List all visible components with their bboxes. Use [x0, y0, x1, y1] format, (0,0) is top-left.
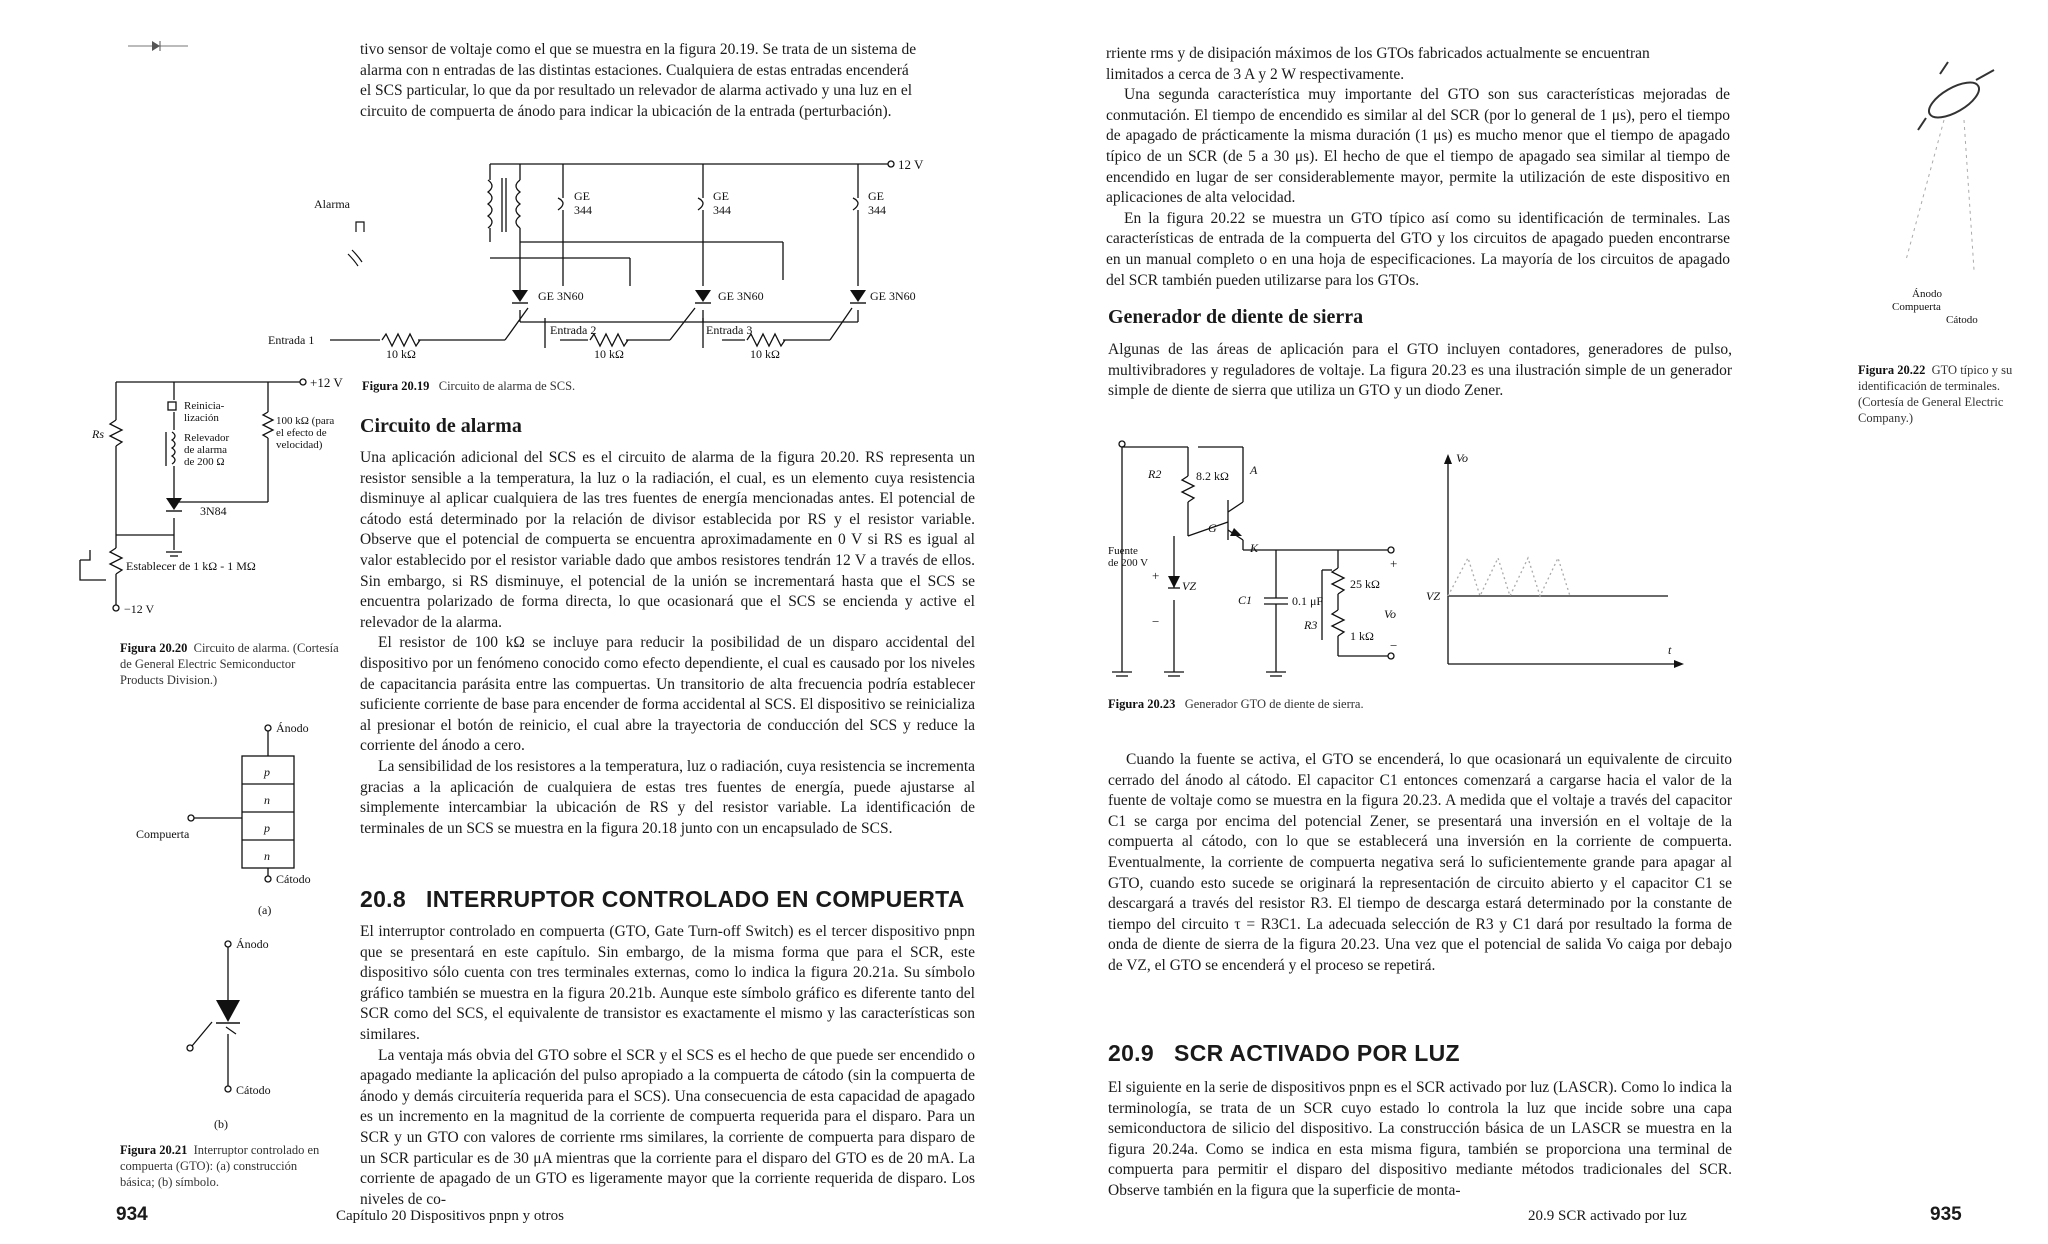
fig19-scs-label: GE 3N60 [538, 289, 584, 303]
fig20-r100-c: velocidad) [276, 439, 323, 451]
section-number: 20.9 [1108, 1040, 1154, 1066]
fig21-layer: n [264, 793, 270, 807]
figure-20-20-schematic [92, 370, 360, 630]
fig19-lamp-ge: GE [868, 189, 884, 203]
fig23-k: K [1250, 541, 1259, 555]
fig23-c1val: 0.1 μF [1292, 594, 1324, 608]
figure-20-21-diagram [136, 718, 340, 1188]
fig23-g: G [1208, 521, 1217, 535]
fig19-resistor-label: 10 kΩ [594, 347, 624, 361]
intro-line: alarma con n entradas de las distintas estaciones. Cualquiera de estas entradas encenderá [360, 61, 909, 79]
fig23-axis-vz: VZ [1426, 589, 1441, 603]
fig19-caption-text: Circuito de alarma de SCS. [438, 379, 576, 393]
right-intro-text [1106, 44, 1730, 291]
fig20-reinicia-2: lización [184, 412, 219, 424]
fig21-label-b: (b) [214, 1117, 228, 1131]
fig20-caption-num: Figura 20.20 [120, 641, 188, 655]
figure-20-20-caption [120, 640, 340, 688]
figure-20-22-caption [1858, 362, 2048, 426]
lascr-body-text [1108, 1078, 1732, 1202]
fig23-r2val: 8.2 kΩ [1196, 469, 1229, 483]
fig23-vo: Vo [1384, 607, 1396, 621]
fig21-caption-num: Figura 20.21 [120, 1143, 188, 1157]
fig23-a: A [1250, 463, 1258, 477]
fig21-layer: p [264, 765, 270, 779]
fig19-caption-num: Figura 20.19 [362, 379, 430, 393]
fig20-v-plus: +12 V [310, 375, 343, 390]
fig20-v-minus: −12 V [124, 602, 155, 616]
sawtooth-body-text [1108, 750, 1732, 977]
fig21-anodo: Ánodo [276, 721, 309, 735]
fig20-r100-b: el efecto de [276, 427, 327, 439]
intro-line: tivo sensor de voltaje como el que se muestra en la figura 20.19. Se trata de un sistema de [360, 41, 917, 58]
section-heading-20-9 [1108, 1040, 1460, 1067]
section-title: SCR ACTIVADO POR LUZ [1174, 1040, 1460, 1066]
fig19-resistor-label: 10 kΩ [386, 347, 416, 361]
figure-20-19-caption [362, 378, 762, 394]
fig21-compuerta: Compuerta [136, 827, 190, 841]
gto-paragraph: La ventaja más obvia del GTO sobre el SCR y el SCS es el hecho de que puede ser encendido o apagado mediante la aplicación del pulso apropiado a la compuerta de cátodo (sin la compuerta de ánodo y demás circuitería requerida para el SCS). Una consecuencia de esta capacidad de apagado es un incremento en la magnitud de la corriente de compuerta requerida para el disparo. Para un SCR y un GTO con valores de corriente rms similares, la corriente de compuerta para disparo de un SCR particular es de 30 μA mientras que la corriente para el disparo del GTO es de 20 mA. La corriente de apagado de un GTO es ligeramente mayor que la corriente requerida de disparo. Los niveles de co- [360, 1046, 975, 1208]
fig23-r3val: 1 kΩ [1350, 629, 1374, 643]
fig23-plus: + [1152, 568, 1160, 583]
fig23-rpot: 25 kΩ [1350, 577, 1380, 591]
fig22-catodo: Cátodo [1946, 314, 1978, 326]
gto-paragraph: El interruptor controlado en compuerta (GTO, Gate Turn-off Switch) es el tercer dispositivo pnpn que se presentará en este capítulo. Sin embargo, de la misma forma que para el SCR, este dispositivo sólo cuenta con tres terminales externas, como lo indica la figura 20.21a. Su símbolo gráfico también se muestra en la figura 20.21b. Aunque este símbolo gráfico es diferente tanto del SCR como del SCS, el equivalente de transistor es exactamente el mismo y las características son similares. [360, 923, 975, 1043]
page-number: 934 [116, 1204, 148, 1225]
sub-heading-diente-sierra: Generador de diente de sierra [1108, 306, 1364, 328]
fig22-caption-text: GTO típico y su identificación de terminales. (Cortesía de General Electric Company.) [1858, 363, 2013, 425]
intro-line: el SCS particular, lo que da por resultado un relevador de alarma activado y una luz en el [360, 82, 913, 100]
fig20-relevador: Relevador [184, 432, 230, 444]
fig19-v12-label: 12 V [898, 157, 924, 172]
fig19-lamp-num: 344 [868, 203, 886, 217]
section-number: 20.8 [360, 886, 406, 912]
alarm-paragraph: El resistor de 100 kΩ se incluye para reducir la posibilidad de un disparo accidental del dispositivo por un fenómeno conocido como efecto dependiente, el cual es causado por los niveles de capacitancia parásita entre las compuertas. Un transitorio de alta frecuencia podría establecer suficiente corriente de base para encender de forma accidental al SCS. El dispositivo se reinicializa al presionar el botón de reinicio, el cual abre la trayectoria de conducción del SCS y reduce la corriente del ánodo a cero. [360, 634, 976, 755]
fig21-layer: n [264, 849, 270, 863]
gto-device-photo [1892, 60, 2014, 330]
fig23-fuente-v: de 200 V [1108, 557, 1149, 569]
running-footer: Capítulo 20 Dispositivos pnpn y otros [336, 1208, 564, 1224]
section-heading-circuito-alarma: Circuito de alarma [360, 415, 522, 437]
fig22-anodo: Ánodo [1912, 288, 1942, 300]
body-paragraph: Algunas de las áreas de aplicación para el GTO incluyen contadores, generadores de pulso, multivibradores y reguladores de voltaje. La figura 20.23 es una ilustración simple de un generador simple de diente de sierra que utiliza un GTO y un diodo Zener. [1108, 341, 1732, 400]
body-paragraph: En la figura 20.22 se muestra un GTO típico así como su identificación de terminales. Las características de entrada de la compuerta del GTO y los circuitos de apagado pueden encontrarse en un manual completo o en una hoja de especificaciones. La mayoría de los circuitos de apagado del SCR también pueden utilizarse para los GTOs. [1106, 209, 1730, 289]
fig21-catodo-b: Cátodo [236, 1083, 271, 1097]
fig20-relevador-3: de 200 Ω [184, 456, 225, 468]
fig19-lamp-num: 344 [713, 203, 731, 217]
alarm-paragraph: Una aplicación adicional del SCS es el circuito de alarma de la figura 20.20. RS representa un resistor sensible a la temperatura, la luz o la radiación, el cual, es un elemento cuya resistencia disminuye al aplicar cualquiera de las tres fuentes de energía mencionadas antes. El potencial de cátodo está determinado por la relación de divisor establecida por RS y el resistor variable. Observe que el potencial de compuerta se encuentra aproximadamente en 0 V si RS es igual al valor establecido por el resistor variable dado que ambos resistores tendrán 12 V a través de ellos. Sin embargo, si RS disminuye, el potencial de la unión se incrementará hasta que el SCS se encuentra polarizado de forma directa, lo que ocasionará que el SCS se encienda y active el relevador de la alarma. [360, 449, 975, 631]
fig23-c1: C1 [1238, 593, 1253, 607]
fig23-r3: R3 [1304, 618, 1318, 632]
fig20-scs: 3N84 [200, 504, 227, 518]
fig21-label-a: (a) [258, 903, 272, 917]
figure-20-19-schematic [268, 150, 930, 361]
fig22-caption-num: Figura 20.22 [1858, 363, 1926, 377]
fig19-scs-label: GE 3N60 [870, 289, 916, 303]
fig23-minus: − [1152, 614, 1160, 629]
fig19-lamp-ge: GE [713, 189, 729, 203]
body-paragraph: Cuando la fuente se activa, el GTO se encenderá, lo que ocasionará un equivalente de circuito cerrado del ánodo al cátodo. El capacitor C1 entonces comenzará a cargarse hacia el valor de la fuente de voltaje como se muestra en la figura 20.23. A medida que el voltaje a través del capacitor C1 se carga por encima del potencial Zener, se presentará una inversión en el voltaje de la compuerta al cátodo, con lo que se establecerá una inversión en la corriente de compuerta. Eventualmente, la corriente de compuerta negativa será lo suficientemente grande para apagar al GTO, cuando esto sucede se originará la representación de circuito abierto y el capacitor C1 se descargará a través del resistor R3. El tiempo de descarga estará determinado por la constante de tiempo del circuito τ = R3C1. La adecuada selección de R3 y C1 dará por resultado la forma de onda de diente de sierra de la figura 20.23. Una vez que el potencial de salida Vo caiga por debajo de VZ, el GTO se encenderá y el proceso se repetirá. [1108, 751, 1732, 974]
body-paragraph: El siguiente en la serie de dispositivos pnpn es el SCR activado por luz (LASCR). Como lo indica la terminología, se trata de un SCR cuyo estado lo controla la luz que incide sobre una capa semiconductora de silicio del dispositivo. La construcción básica de un LASCR se muestra en la figura 20.24a. Como se indica en esta misma figura, también se proporciona una terminal de compuerta para permitir el disparo del dispositivo mediante métodos tradicionales del SCR. Observe también en la figura que la superficie de monta- [1108, 1079, 1732, 1199]
intro-text [360, 40, 975, 122]
fig23-caption-text: Generador GTO de diente de sierra. [1184, 697, 1364, 711]
fig20-r100: 100 kΩ (para [276, 415, 335, 427]
fig23-fuente: Fuente [1108, 545, 1138, 557]
alarm-body-text [360, 448, 975, 839]
fig20-establecer: Establecer de 1 kΩ - 1 MΩ [126, 559, 256, 573]
fig23-out-plus: + [1390, 556, 1398, 571]
fig23-r2: R2 [1148, 467, 1162, 481]
fig19-entrada-3: Entrada 3 [706, 323, 753, 337]
fig23-out-minus: − [1390, 638, 1398, 653]
fig21-layer: p [264, 821, 270, 835]
fig22-compuerta: Compuerta [1892, 301, 1941, 313]
fig19-lamp-ge: GE [574, 189, 590, 203]
section-heading-20-8 [360, 886, 965, 913]
section-title: INTERRUPTOR CONTROLADO EN COMPUERTA [426, 886, 965, 912]
fig19-resistor-label: 10 kΩ [750, 347, 780, 361]
intro-line: limitados a cerca de 3 A y 2 W respectivamente. [1106, 65, 1405, 83]
fig21-catodo: Cátodo [276, 872, 311, 886]
sawtooth-intro [1108, 340, 1732, 402]
figure-20-23-schematic [1108, 440, 1748, 680]
fig20-relevador-2: de alarma [184, 444, 228, 456]
intro-line: rriente rms y de disipación máximos de los GTOs fabricados actualmente se encuentran [1106, 45, 1650, 62]
running-footer: 20.9 SCR activado por luz [1528, 1208, 1687, 1224]
fig23-vz: VZ [1182, 579, 1197, 593]
fig23-caption-num: Figura 20.23 [1108, 697, 1176, 711]
fig20-caption-text: Circuito de alarma. (Cortesía de General Electric Semiconductor Products Division.) [120, 641, 339, 687]
figure-20-23-caption [1108, 696, 1508, 712]
fig20-reinicia: Reinicia- [184, 400, 225, 412]
intro-line: circuito de compuerta de ánodo para indicar la ubicación de la entrada (perturbación). [360, 102, 892, 120]
fig19-entrada-2: Entrada 2 [550, 323, 597, 337]
gto-body-text [360, 922, 975, 1210]
fig19-entrada-1: Entrada 1 [268, 333, 315, 347]
fig20-rs: Rs [92, 427, 104, 441]
fig19-lamp-num: 344 [574, 203, 592, 217]
fig23-axis-vo: Vo [1456, 451, 1468, 465]
right-page [1024, 0, 2048, 1244]
alarm-paragraph: La sensibilidad de los resistores a la temperatura, luz o radiación, cuya resistencia se incrementa gracias a la aplicación de cualquiera de estas tres fuentes de energía, puede ajustarse al simplemente intercambiar la ubicación de RS y del resistor variable. La identificación de terminales de un SCS se muestra en la figura 20.18 junto con un encapsulado de SCS. [360, 757, 975, 837]
fig23-axis-t: t [1668, 643, 1672, 657]
figure-20-21-caption [120, 1142, 320, 1190]
fig21-caption-text: Interruptor controlado en compuerta (GTO): (a) construcción básica; (b) símbolo. [120, 1143, 320, 1189]
fig19-scs-label: GE 3N60 [718, 289, 764, 303]
diode-mark-icon [128, 38, 188, 54]
fig19-alarma-label: Alarma [314, 197, 350, 211]
page-number: 935 [1930, 1204, 1962, 1225]
fig21-anodo-b: Ánodo [236, 937, 269, 951]
body-paragraph: Una segunda característica muy importante del GTO son sus características mejoradas de conmutación. El tiempo de encendido es similar al del SCR (por lo general de 1 μs), pero el tiempo de apagado de prácticamente la misma duración (1 μs) es mucho menor que el tiempo de apagado típico de un SCR (de 5 a 30 μs). El hecho de que el tiempo de apagado sea similar al tiempo de encendido en lugar de ser considerablemente mayor, permite la utilización de este dispositivo en aplicaciones de alta velocidad. [1106, 86, 1730, 207]
